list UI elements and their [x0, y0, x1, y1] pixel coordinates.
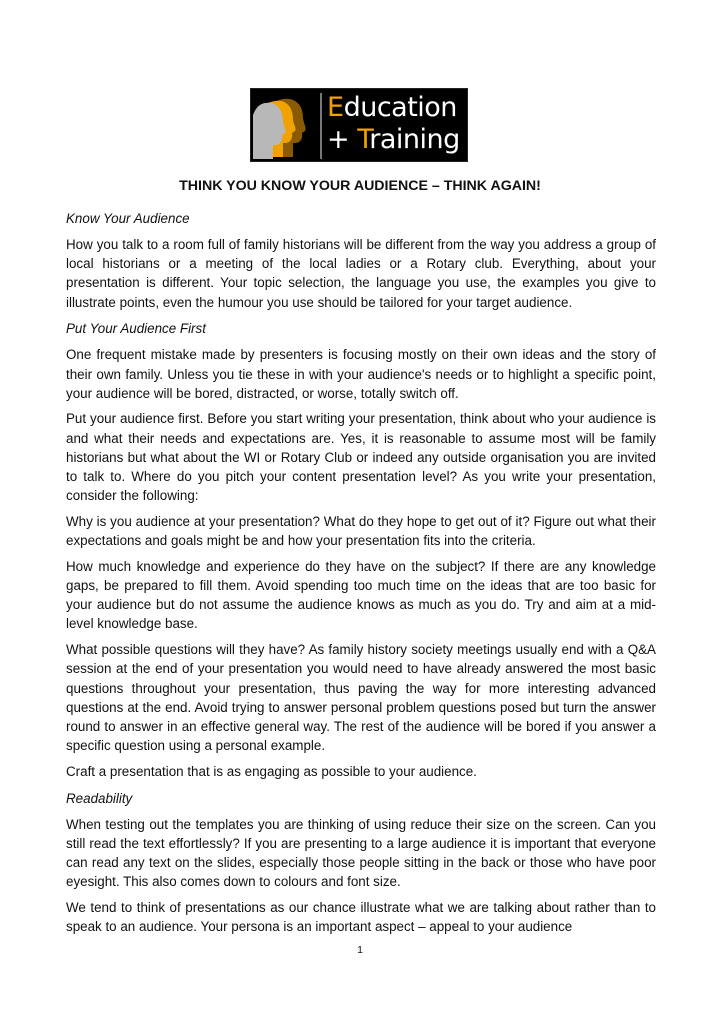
paragraph: How much knowledge and experience do they have on the subject? If there are any knowledge gaps, be prepared to fill them. Avoid spending too much time on the ideas that are too basic for your audience but do not assume the audience knows as much as you do. Try and aim at a mid-level knowledge base. [66, 558, 656, 632]
faces-logo-icon [253, 91, 319, 161]
paragraph: When testing out the templates you are thinking of using reduce their size on the screen. Can you still read the text effortlessly? If you are presenting to a large audience it is important that everyone can read any text on the slides, especially those people sitting in the back or those who have poor eyesight. This also comes down to colours and font size. [66, 816, 656, 890]
document-title: THINK YOU KNOW YOUR AUDIENCE – THINK AGAIN! [179, 178, 541, 194]
document-body [66, 208, 656, 943]
logo-line-education: Education [327, 92, 457, 123]
paragraph: We tend to think of presentations as our chance illustrate what we are talking about rather than to speak to an audience. Your persona is an important aspect – appeal to your audience [66, 899, 656, 935]
paragraph: How you talk to a room full of family historians will be different from the way you address a group of local historians or a meeting of the local ladies or a Rotary club. Everything, about your presentation is different. Your topic selection, the language you use, the examples you give to illustrate points, even the humour you use should be tailored for your target audience. [66, 237, 656, 310]
paragraph: Put your audience first. Before you start writing your presentation, think about who your audience is and what their needs and expectations are. Yes, it is reasonable to assume most will be family historians but what about the WI or Rotary Club or indeed any outside organisation you are invited to talk to. Where do you pitch your content presentation level? As you write your presentation, consider the following: [66, 411, 656, 504]
section-heading: Readability [66, 790, 133, 806]
section-heading: Know Your Audience [66, 211, 190, 226]
logo-divider [320, 93, 322, 159]
paragraph: Why is you audience at your presentation? What do they hope to get out of it? Figure out what their expectations and goals might be and how your presentation fits into the criteria. [66, 513, 656, 549]
paragraph: One frequent mistake made by presenters is focusing mostly on their own ideas and the story of their own family. Unless you tie these in with your audience's needs or to highlight a specific point, your audience will be bored, distracted, or worse, totally switch off. [66, 347, 656, 401]
education-training-logo [250, 88, 468, 162]
page-number: 1 [357, 944, 363, 956]
section-heading: Put Your Audience First [66, 321, 206, 337]
logo-line-training: + Training [327, 124, 460, 155]
paragraph: Craft a presentation that is as engaging as possible to your audience. [66, 763, 477, 779]
paragraph: What possible questions will they have? As family history society meetings usually end with a Q&A session at the end of your presentation you would need to have already answered the most basic questions throughout your presentation, thus paving the way for more interesting advanced questions at the end. Avoid trying to answer personal problem questions posed but turn the answer round to answer in an effective general way. The rest of the audience will be bored if you answer a specific question using a personal example. [66, 642, 656, 754]
